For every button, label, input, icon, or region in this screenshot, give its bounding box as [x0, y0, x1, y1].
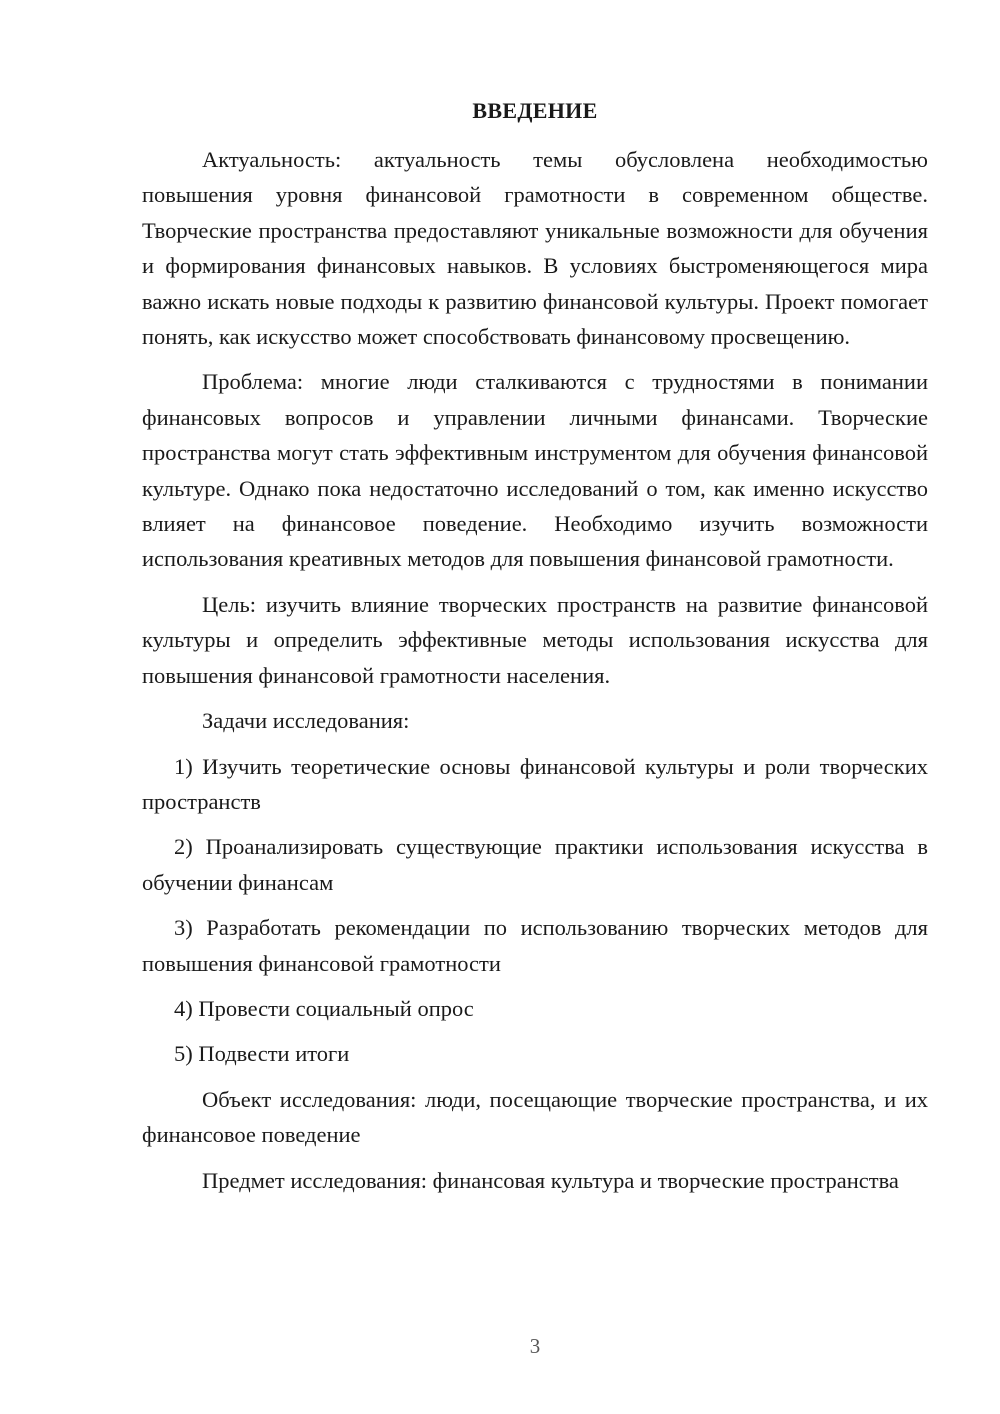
- object-paragraph: Объект исследования: люди, посещающие творческие пространства, и их финансовое поведение: [142, 1086, 928, 1148]
- list-item: 2) Проанализировать существующие практики использования искусства в обучении финансам: [142, 834, 928, 895]
- page-number: 3: [529, 1334, 541, 1358]
- list-item: 3) Разработать рекомендации по использованию творческих методов для повышения финансовой грамотности: [142, 915, 928, 976]
- list-item: 1) Изучить теоретические основы финансовой культуры и роли творческих пространств: [142, 753, 928, 814]
- page-title: ВВЕДЕНИЕ: [472, 98, 598, 123]
- goal-paragraph: Цель: изучить влияние творческих пространств на развитие финансовой культуры и определить эффективные методы использования искусства для повышения финансовой грамотности населения.: [142, 591, 928, 688]
- list-item: 4) Провести социальный опрос: [174, 995, 474, 1021]
- tasks-heading: Задачи исследования:: [202, 708, 410, 734]
- tasks-list: [142, 749, 928, 1072]
- list-item: 5) Подвести итоги: [174, 1041, 350, 1067]
- problem-paragraph: Проблема: многие люди сталкиваются с трудностями в понимании финансовых вопросов и управлении личными финансами. Творческие пространства могут стать эффективным инструментом для обучения финансовой культуре. Однако пока недостаточно исследований о том, как именно искусство влияет на финансовое поведение. Необходимо изучить возможности использования креативных методов для повышения финансовой грамотности.: [142, 369, 928, 572]
- document-body: [142, 142, 928, 1208]
- relevance-paragraph: Актуальность: актуальность темы обусловлена необходимостью повышения уровня финансовой грамотности в современном обществе. Творческие пространства предоставляют уникальные возможности для обучения и формирования финансовых навыков. В условиях быстроменяющегося мира важно искать новые подходы к развитию финансовой культуры. Проект помогает понять, как искусство может способствовать финансовому просвещению.: [142, 147, 928, 350]
- subject-paragraph: Предмет исследования: финансовая культура и творческие пространства: [202, 1167, 899, 1193]
- document-page: [142, 0, 928, 1414]
